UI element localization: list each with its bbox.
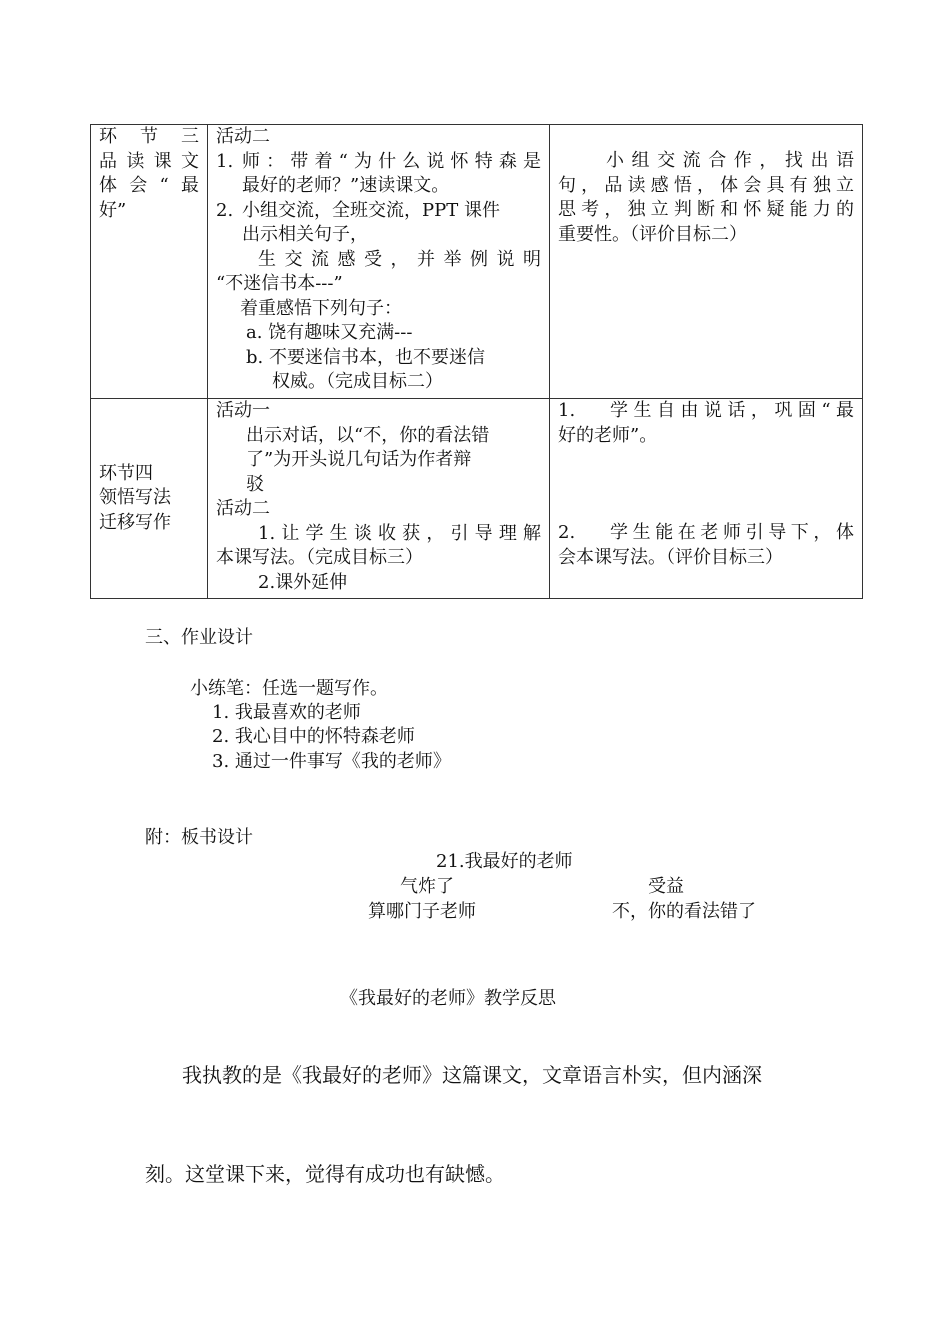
homework-item: 2. 我心目中的怀特森老师 <box>212 726 415 747</box>
item-text: 会本课写法。（评价目标三） <box>558 546 783 568</box>
activity-title: 活动一 <box>216 400 270 421</box>
list-item <box>216 199 541 224</box>
evaluation-line: 句，品读感悟，体会具有独立 <box>558 174 854 196</box>
stage-cell <box>91 399 208 599</box>
item-number: 2. <box>558 522 576 543</box>
board-left-1: 气炸了 <box>400 876 454 897</box>
evaluation-line: 重要性。（评价目标二） <box>558 223 747 245</box>
stage-line: 品读课文 <box>99 150 199 172</box>
body-text: 本课写法。（完成目标三） <box>216 547 423 568</box>
list-item <box>558 399 854 424</box>
stage-line: 领悟写法 <box>99 487 171 509</box>
homework-intro: 小练笔：任选一题写作。 <box>190 678 388 699</box>
stage-line: 环节三 <box>99 126 199 147</box>
stage-line: 体会“最 <box>99 175 199 196</box>
table-row <box>91 125 863 399</box>
stage-line: 环节四 <box>99 462 153 484</box>
body-text: 了”为开头说几句话为作者辩 <box>246 449 472 470</box>
reflection-paragraph-line: 我执教的是《我最好的老师》这篇课文，文章语言朴实，但内涵深 <box>182 1063 762 1087</box>
activity-cell <box>208 399 550 599</box>
body-text: 2.课外延伸 <box>258 571 348 593</box>
item-text: 好的老师”。 <box>558 424 658 446</box>
board-heading: 附：板书设计 <box>145 827 253 848</box>
body-text: 生交流感受，并举例说明 <box>258 248 541 270</box>
item-number: 1. <box>558 400 576 421</box>
list-item <box>558 521 854 546</box>
board-left-2: 算哪门子老师 <box>368 901 476 922</box>
body-text: 出示对话，以“不，你的看法错 <box>246 424 490 446</box>
body-text: 1.让学生谈收获，引导理解 <box>258 522 541 544</box>
activity-title: 活动二 <box>216 126 270 147</box>
board-right-2: 不，你的看法错了 <box>612 901 756 922</box>
activity-cell <box>208 125 550 399</box>
item-text: 最好的老师？”速读课文。 <box>242 175 450 196</box>
sub-item: a. 饶有趣味又充满--- <box>246 322 413 343</box>
board-title: 21.我最好的老师 <box>436 851 573 872</box>
reflection-title: 《我最好的老师》教学反思 <box>340 988 556 1009</box>
stage-cell <box>91 125 208 399</box>
item-number: 1. <box>216 150 234 172</box>
item-text: 学生自由说话，巩固“最 <box>610 400 854 421</box>
evaluation-cell <box>550 125 863 399</box>
board-right-1: 受益 <box>648 876 684 897</box>
body-text: “不迷信书本---” <box>216 273 343 294</box>
homework-item: 3. 通过一件事写《我的老师》 <box>212 751 451 772</box>
stage-line: 好” <box>99 199 127 221</box>
item-text: 学生能在老师引导下，体 <box>610 522 854 543</box>
evaluation-line: 思考，独立判断和怀疑能力的 <box>558 199 854 220</box>
lesson-plan-table <box>90 124 863 599</box>
sub-item: b. 不要迷信书本，也不要迷信 <box>246 346 485 368</box>
item-text: 出示相关句子， <box>242 224 368 245</box>
sub-item: 权威。（完成目标二） <box>272 371 443 392</box>
evaluation-line: 小组交流合作，找出语 <box>606 150 854 171</box>
body-text: 着重感悟下列句子： <box>240 297 402 319</box>
item-number: 2. <box>216 199 234 221</box>
stage-line: 迁移写作 <box>99 511 171 533</box>
item-text: 小组交流，全班交流，PPT 课件 <box>242 199 500 221</box>
reflection-paragraph-line: 刻。这堂课下来，觉得有成功也有缺憾。 <box>145 1162 505 1186</box>
homework-heading: 三、作业设计 <box>145 627 253 648</box>
item-text: 师：带着“为什么说怀特森是 <box>242 150 541 172</box>
body-text: 驳 <box>246 473 264 495</box>
homework-item: 1. 我最喜欢的老师 <box>212 702 361 723</box>
table-row <box>91 399 863 599</box>
activity-title: 活动二 <box>216 498 270 519</box>
evaluation-cell <box>550 399 863 599</box>
list-item <box>216 150 541 175</box>
